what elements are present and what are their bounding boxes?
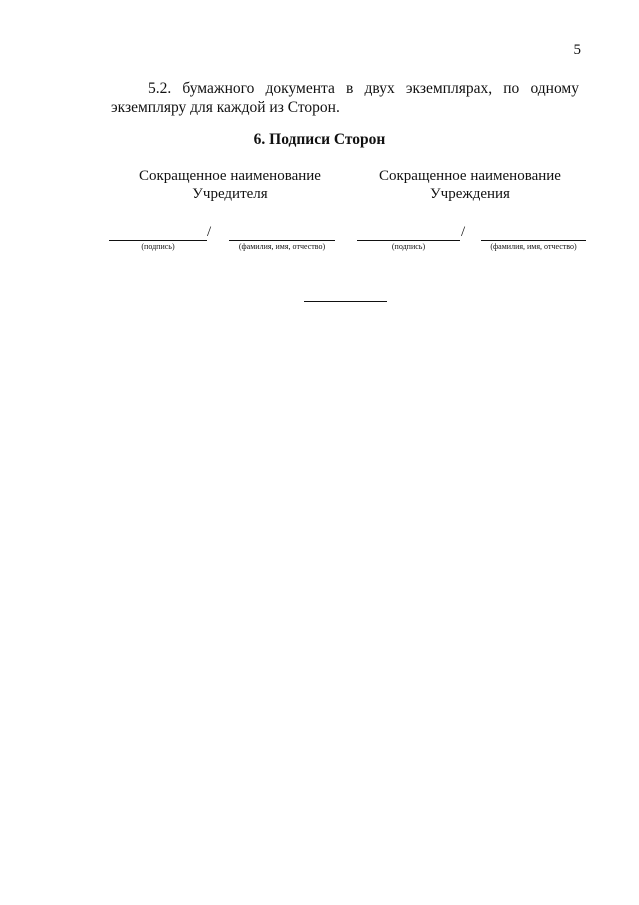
institution-name-line	[481, 240, 586, 241]
section-title: 6. Подписи Сторон	[253, 131, 386, 148]
party-founder-name	[115, 167, 345, 203]
end-of-document-line	[304, 301, 387, 302]
page-number: 5	[573, 42, 581, 58]
party-institution-line-1: Сокращенное наименование	[379, 168, 561, 184]
clause-line-1: 5.2. бумажного документа в двух экземплярах, по одному	[148, 80, 579, 97]
clause-paragraph	[111, 79, 579, 117]
founder-name-line	[229, 240, 335, 241]
clause-line-2: экземпляру для каждой из Сторон.	[111, 99, 340, 116]
institution-signature-line	[357, 240, 460, 241]
institution-signature-slash: /	[461, 224, 466, 240]
party-institution-line-2: Учреждения	[430, 186, 510, 202]
party-institution-name	[355, 167, 585, 203]
institution-name-caption: (фамилия, имя, отчество)	[490, 242, 577, 251]
founder-signature-caption: (подпись)	[141, 242, 175, 251]
founder-signature-slash: /	[207, 224, 212, 240]
party-founder-line-1: Сокращенное наименование	[139, 168, 321, 184]
institution-signature-caption: (подпись)	[391, 242, 426, 251]
party-founder-line-2: Учредителя	[192, 186, 268, 202]
founder-name-caption: (фамилия, имя, отчество)	[238, 242, 326, 251]
founder-signature-line	[109, 240, 207, 241]
